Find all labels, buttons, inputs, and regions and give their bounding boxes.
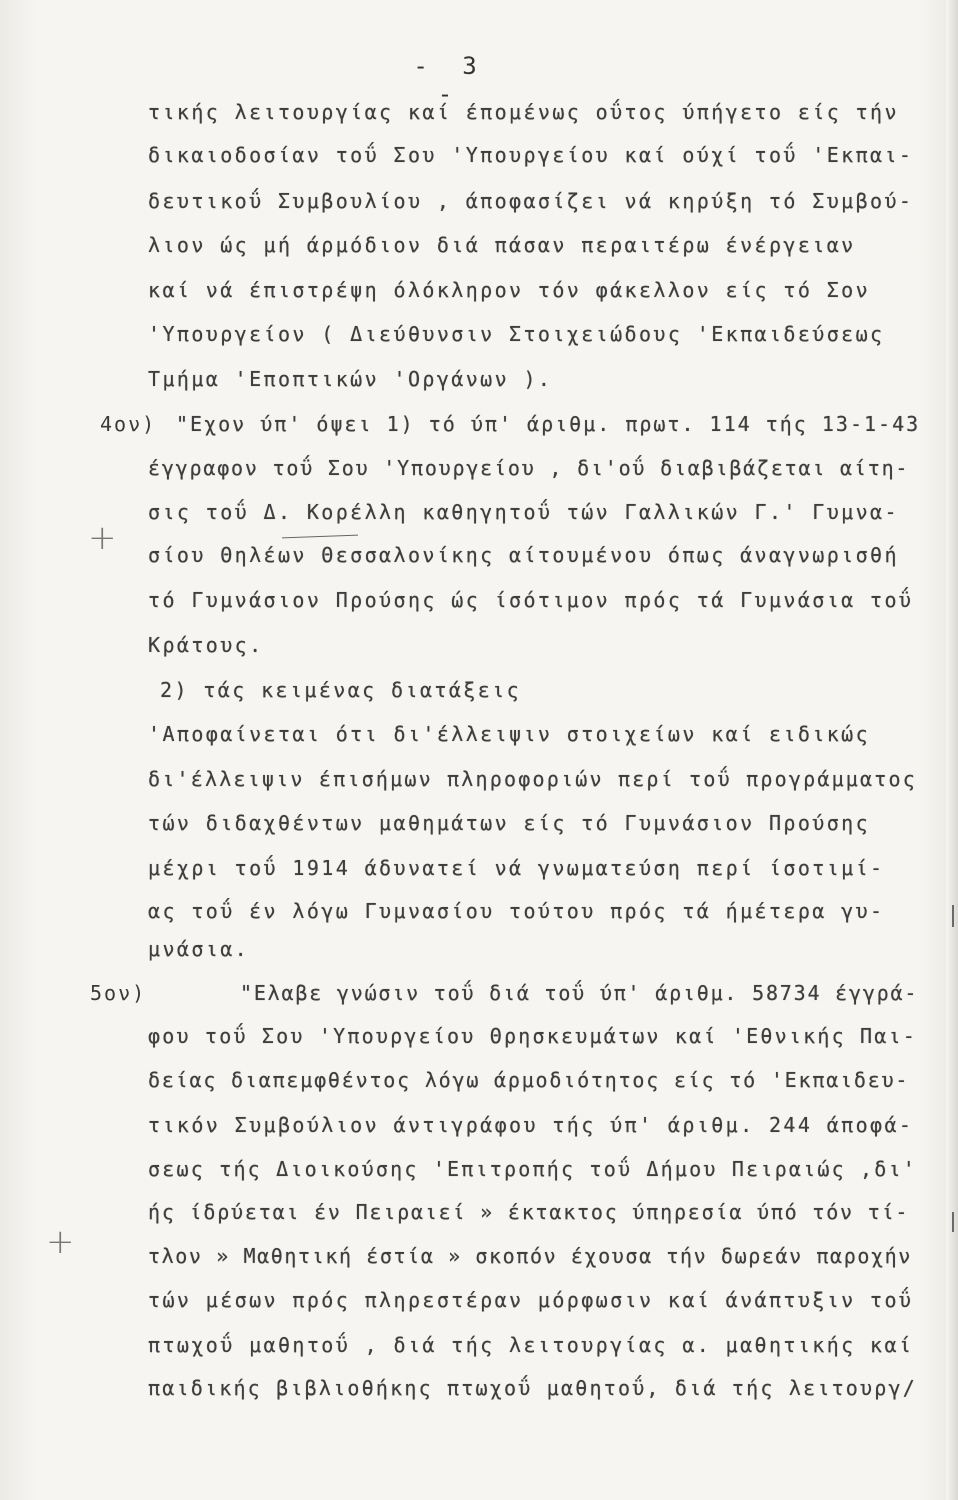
text-line: λιον ώς μή άρμόδιον διά πάσαν περαιτέρω ένέργειαν xyxy=(148,233,856,257)
text-line: τών διδαχθέντων μαθημάτων είς τό Γυμνάσιον Προύσης xyxy=(148,811,871,835)
text-line: ας τοΰ έν λόγω Γυμνασίου τούτου πρός τά ήμέτερα γυ- xyxy=(148,899,885,923)
text-line: καί νά έπιστρέψη όλόκληρον τόν φάκελλον είς τό Σον xyxy=(148,278,871,302)
text-line: δευτικοΰ Συμβουλίου , άποφασίζει νά κηρύξη τό Συμβού- xyxy=(148,189,914,213)
edge-mark xyxy=(952,1212,954,1232)
underline-mark xyxy=(282,535,358,539)
text-line: Κράτους. xyxy=(148,633,264,657)
text-line: μέχρι τοΰ 1914 άδυνατεί νά γνωματεύση περί ίσοτιμί- xyxy=(148,856,885,880)
page-edge xyxy=(946,0,958,1500)
text-line: 'Αποφαίνεται ότι δι'έλλειψιν στοιχείων καί ειδικώς xyxy=(148,722,871,746)
text-line: σίου Θηλέων Θεσσαλονίκης αίτουμένου όπως άναγνωρισθή xyxy=(148,543,899,567)
item-number: 4ον) xyxy=(100,412,157,436)
text-line: τών μέσων πρός πληρεστέραν μόρφωσιν καί άνάπτυξιν τοΰ xyxy=(148,1288,914,1312)
text-line: τικής λειτουργίας καί έπομένως οΰτος ύπήγετο είς τήν xyxy=(148,100,899,124)
margin-cross-mark: + xyxy=(46,1222,75,1262)
text-line: δείας διαπεμφθέντος λόγω άρμοδιότητος είς τό 'Εκπαιδευ- xyxy=(148,1068,910,1092)
text-line: πτωχοΰ μαθητοΰ , διά τής λειτουργίας α. μαθητικής καί xyxy=(148,1333,914,1357)
edge-mark xyxy=(952,905,954,927)
text-line: "Εχον ύπ' όψει 1) τό ύπ' άριθμ. πρωτ. 114 τής 13-1-43 xyxy=(176,412,921,436)
text-line: 2) τάς κειμένας διατάξεις xyxy=(160,678,522,702)
text-line: "Ελαβε γνώσιν τοΰ διά τοΰ ύπ' άριθμ. 58734 έγγρά- xyxy=(240,981,919,1005)
text-line: τικόν Συμβούλιον άντιγράφου τής ύπ' άριθμ. 244 άποφά- xyxy=(148,1113,914,1137)
text-line: σις τοΰ Δ. Κορέλλη καθηγητοΰ τών Γαλλικών Γ.' Γυμνα- xyxy=(148,500,899,524)
item-number: 5ον) xyxy=(90,981,147,1005)
text-line: δικαιοδοσίαν τοΰ Σου 'Υπουργείου καί ούχί τοΰ 'Εκπαι- xyxy=(148,143,914,167)
margin-cross-mark: + xyxy=(88,518,117,558)
text-line: μνάσια. xyxy=(148,937,250,961)
text-line: σεως τής Διοικούσης 'Επιτροπής τοΰ Δήμου Πειραιώς ,δι' xyxy=(148,1157,918,1181)
text-line: τλον » Μαθητική έστία » σκοπόν έχουσα τήν δωρεάν παροχήν xyxy=(148,1244,912,1268)
text-line: παιδικής βιβλιοθήκης πτωχοΰ μαθητοΰ, διά τής λειτουργ/ xyxy=(148,1376,918,1400)
text-line: ής ίδρύεται έν Πειραιεί » έκτακτος ύπηρεσία ύπό τόν τί- xyxy=(148,1200,910,1224)
text-line: Τμήμα 'Εποπτικών 'Οργάνων ). xyxy=(148,367,553,391)
page-number: - 3 - xyxy=(413,52,487,108)
text-line: φου τοΰ Σου 'Υπουργείου Θρησκευμάτων καί 'Εθνικής Παι- xyxy=(148,1024,918,1048)
text-line: τό Γυμνάσιον Προύσης ώς ίσότιμον πρός τά Γυμνάσια τοΰ xyxy=(148,588,914,612)
text-line: έγγραφον τοΰ Σου 'Υπουργείου , δι'οΰ διαβιβάζεται αίτη- xyxy=(148,456,910,480)
text-line: δι'έλλειψιν έπισήμων πληροφοριών περί τοΰ προγράμματος xyxy=(148,767,918,791)
text-line: 'Υπουργείον ( Διεύθυνσιν Στοιχειώδους 'Εκπαιδεύσεως xyxy=(148,322,885,346)
